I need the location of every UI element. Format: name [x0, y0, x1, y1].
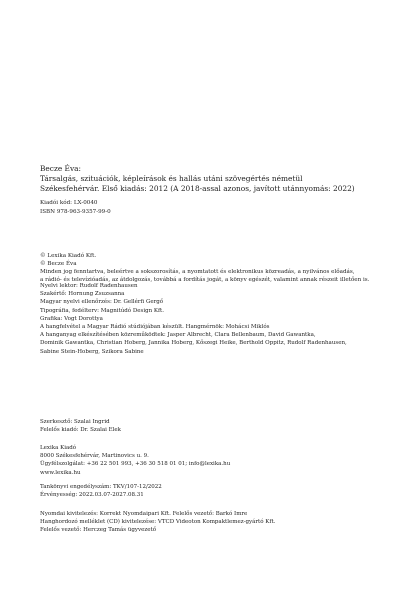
credits-block [40, 282, 394, 356]
credit-contributors-line-3: Sabine Stein-Hoberg, Szikora Sabine [40, 348, 144, 355]
publisher-code: Kiadói kód: LX-0040 [40, 200, 98, 206]
book-title: Társalgás, szituációk, képleírások és hallás utáni szövegértés németül [40, 174, 303, 183]
edition-line: Székesfehérvár. Első kiadás: 2012 (A 2018-assal azonos, javított utánnyomás: 2022) [40, 184, 355, 193]
rights-notice-line-2: a rádió- és televízióadás, az átdolgozás, továbbá a fordítás jogát, a könyv egészét, valamint annak részeit illetően is. [40, 277, 370, 284]
credit-graphics: Grafika: Vogt Dorottya [40, 315, 103, 322]
publisher-address: 8000 Székesfehérvár, Martinovics u. 9. [40, 453, 149, 460]
author-line: Becze Éva: [40, 164, 82, 173]
publisher-name: Lexika Kiadó [40, 445, 77, 451]
identifier-block [40, 199, 394, 217]
publisher-website: www.lexika.hu [40, 469, 81, 476]
editors-block [40, 418, 394, 434]
credit-contributors-line-2: Dominik Gawantka, Christian Hoberg, Jannika Hoberg, Kőszegi Heike, Berthold Oppitz, Rudolf Radenhausen, [40, 340, 347, 347]
rights-block [40, 252, 394, 284]
title-block [40, 164, 394, 194]
copyright-publisher: © Lexika Kiadó Kft. [40, 253, 97, 259]
credit-lector: Nyelvi lektor: Rudolf Radenhausen [40, 283, 138, 289]
responsible-publisher: Felelős kiadó: Dr. Szalai Elek [40, 427, 122, 434]
credit-expert: Szakértő: Hornung Zsuzsanna [40, 291, 125, 298]
credit-hungarian-check: Magyar nyelvi ellenőrzés: Dr. Gellérfi Gergő [40, 299, 164, 306]
approval-block [40, 483, 394, 499]
publisher-block [40, 444, 394, 477]
printing-cd: Hanghordozó melléklet (CD) kivitelezése: VTCD Videoton Kompaktlemez-gyártó Kft. [40, 519, 276, 526]
credit-contributors-line-1: A hanganyag elkészítésében közreműködtek: Jasper Albrecht, Clara Bellenbaum, David Gawantka, [40, 332, 316, 339]
rights-notice-line-1: Minden jog fenntartva, beleértve a sokszorosítás, a nyomtatott és elektronikus közreadás, a nyilvános előadás, [40, 269, 355, 276]
printing-manager: Felelős vezető: Herczeg Tamás ügyvezető [40, 527, 157, 534]
copyright-author: © Becze Éva [40, 261, 77, 268]
imprint-page [40, 0, 394, 600]
credit-typography: Tipográfia, fedélterv: Magnitúdó Design Kft. [40, 307, 164, 314]
printing-block [40, 510, 394, 535]
isbn-line: ISBN 978-963-9357-99-0 [40, 209, 111, 215]
approval-validity: Érvényesség: 2022.03.07-2027.08.31 [40, 492, 144, 499]
approval-number: Tankönyvi engedélyszám: TKV/107-12/2022 [40, 484, 162, 490]
publisher-contact: Ügyfélszolgálat: +36 22 501 993, +36 30 518 01 01; info@lexika.hu [40, 461, 231, 468]
printing-printer: Nyomdai kivitelezés: Korrekt Nyomdaipari Kft. Felelős vezető: Barkó Imre [40, 511, 248, 517]
credit-recording: A hangfelvétel a Magyar Rádió stúdiójában készült. Hangmérnök: Mohácsi Miklós [40, 324, 270, 331]
managing-editor: Szerkesztő: Szalai Ingrid [40, 419, 110, 425]
